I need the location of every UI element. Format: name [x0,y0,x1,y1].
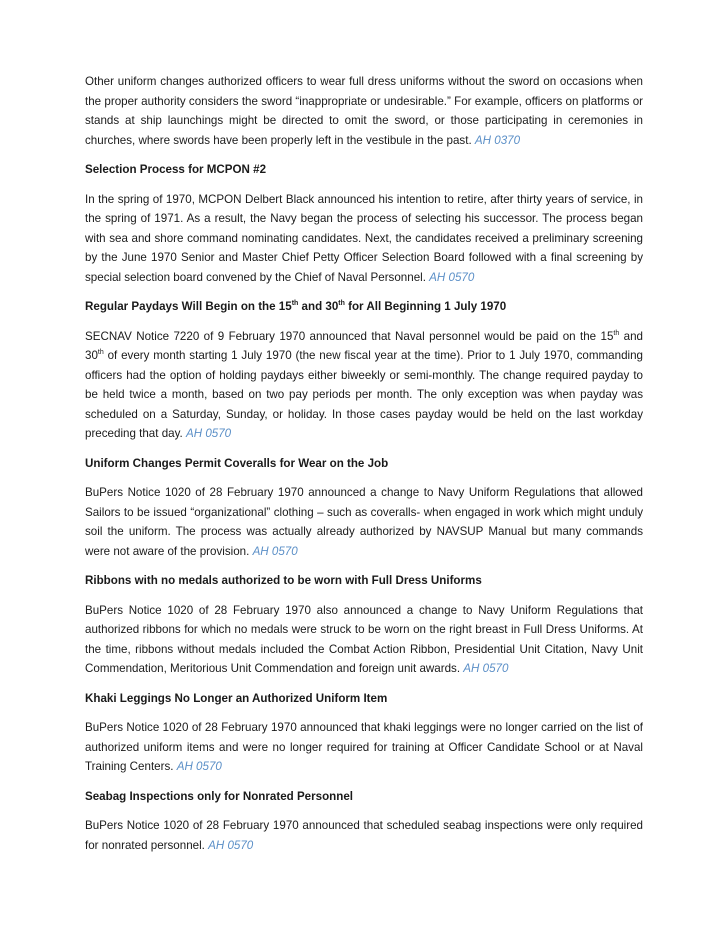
seabag-body: BuPers Notice 1020 of 28 February 1970 announced that scheduled seabag inspections were only required for nonrated personnel. [85,819,643,852]
ribbons-reference: AH 0570 [463,662,509,675]
mcpon-paragraph [85,190,643,288]
leggings-heading: Khaki Leggings No Longer an Authorized Uniform Item [85,691,388,705]
paydays-paragraph [85,327,643,444]
mcpon-heading: Selection Process for MCPON #2 [85,163,267,176]
coveralls-paragraph [85,483,643,561]
paydays-body-sup1: th [613,329,620,337]
leggings-body: BuPers Notice 1020 of 28 February 1970 announced that khaki leggings were no longer carried on the list of authorized uniform items and were no longer required for training at Officer Candidate School or at Naval Training Centers. [85,721,643,773]
paydays-body-part1: SECNAV Notice 7220 of 9 February 1970 announced that Naval personnel would be paid on the 15 [85,329,614,343]
paydays-heading-part1: Regular Paydays Will Begin on the 15 [85,300,292,313]
leggings-reference: AH 0570 [176,760,222,773]
paydays-body-part3: of every month starting 1 July 1970 (the new fiscal year at the time). Prior to 1 July 1970, commanding officers had the option of holding paydays either biweekly or semi-monthly. The change required payday to be held twice a month, based on two pay periods per month. The only exception was when payday was scheduled on a Saturday, Sunday, or holiday. In those cases payday would be held on the last workday preceding that day. [85,349,643,440]
seabag-reference: AH 0570 [208,838,254,852]
coveralls-body: BuPers Notice 1020 of 28 February 1970 announced a change to Navy Uniform Regulations that allowed Sailors to be issued “organizational” clothing – such as coveralls- when engaged in work which might unduly soil the uniform. The process was actually already authorized by NAVSUP Manual but many commands were not aware of the provision. [85,486,643,558]
ribbons-paragraph [85,601,643,679]
paydays-heading-sup1: th [291,300,299,307]
intro-body: Other uniform changes authorized officers to wear full dress uniforms without the sword on occasions when the proper authority considers the sword “inappropriate or undesirable.” For example, officers on platforms or stands at ship launchings might be directed to omit the sword, or those participating in ceremonies in churches, where swords have been properly left in the vestibule in the past. [85,75,643,147]
paydays-heading [85,297,643,317]
coveralls-reference: AH 0570 [252,544,298,558]
seabag-paragraph [85,816,643,855]
leggings-paragraph [85,718,643,777]
ribbons-heading: Ribbons with no medals authorized to be worn with Full Dress Uniforms [85,574,482,587]
paydays-heading-part3: for All Beginning 1 July 1970 [344,300,507,313]
seabag-heading: Seabag Inspections only for Nonrated Personnel [85,789,353,803]
ribbons-body: BuPers Notice 1020 of 28 February 1970 also announced a change to Navy Uniform Regulations that authorized ribbons for which no medals were struck to be worn on the right breast in Full Dress Uniforms. At the time, ribbons without medals included the Combat Action Ribbon, Presidential Unit Citation, Navy Unit Commendation, Meritorious Unit Commendation and foreign unit awards. [85,603,643,675]
paydays-body-part2: and 30 [85,329,643,362]
document-page [85,72,643,865]
intro-paragraph [85,72,643,150]
mcpon-body: In the spring of 1970, MCPON Delbert Black announced his intention to retire, after thirty years of service, in the spring of 1971. As a result, the Navy began the process of selecting his successor. The process began with sea and shore command nominating candidates. Next, the candidates received a preliminary screening by the June 1970 Senior and Master Chief Petty Officer Selection Board followed with a final screening by special selection board convened by the Chief of Naval Personnel. [85,192,643,284]
coveralls-heading: Uniform Changes Permit Coveralls for Wear on the Job [85,456,389,470]
intro-reference: AH 0370 [474,133,521,147]
paydays-reference: AH 0570 [186,427,232,440]
paydays-heading-sup2: th [338,300,345,307]
mcpon-reference: AH 0570 [429,270,475,284]
paydays-body-sup2: th [97,349,104,356]
paydays-heading-part2: and 30 [298,300,339,313]
